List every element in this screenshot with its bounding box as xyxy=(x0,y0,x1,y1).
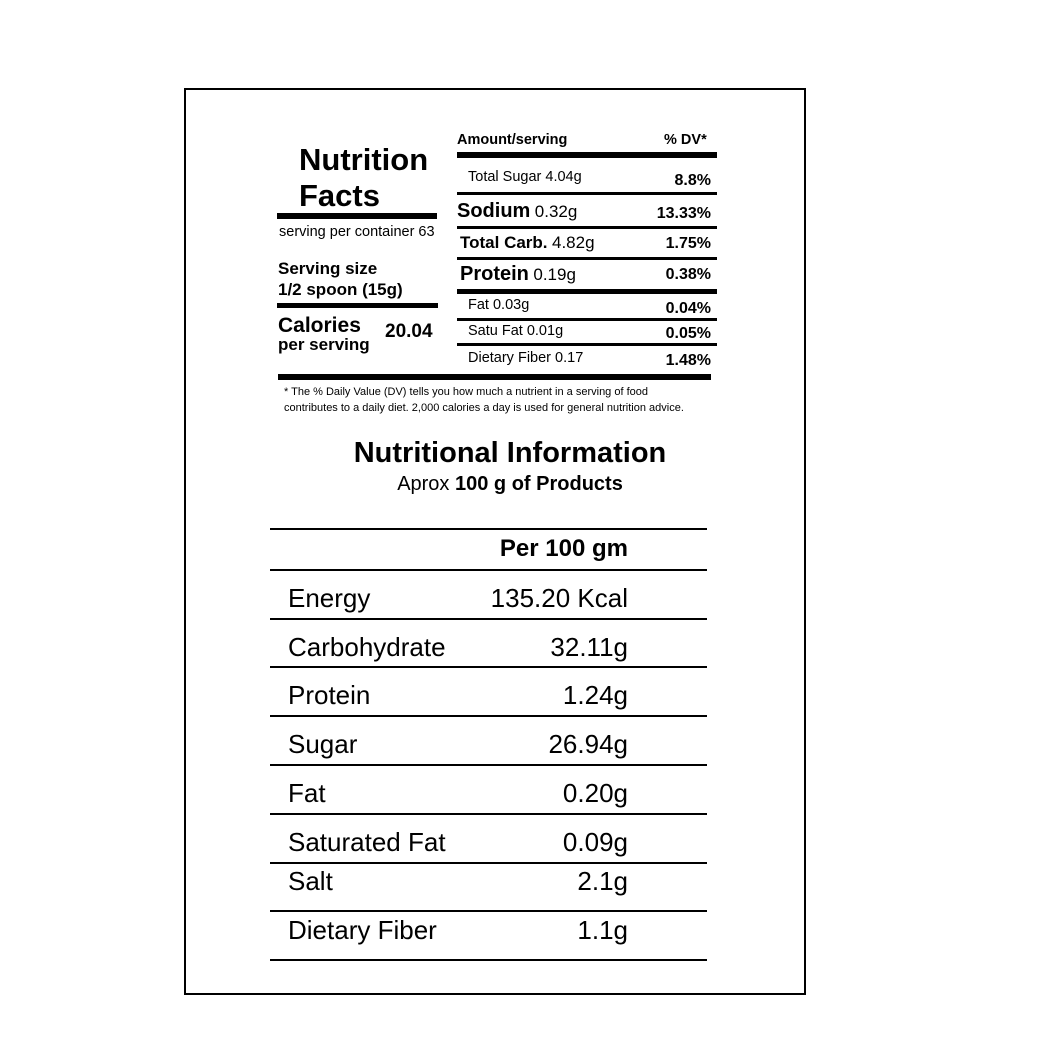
nf-row-name: Protein xyxy=(460,263,529,285)
nf-row-fat xyxy=(468,297,529,313)
nutrition-facts-title-line1: Nutrition xyxy=(299,142,429,177)
amount-per-serving-header: Amount/serving xyxy=(457,132,568,148)
serving-size-value: 1/2 spoon (15g) xyxy=(278,280,403,299)
nf-row-sodium xyxy=(457,200,577,223)
table-row-name: Energy xyxy=(288,583,371,613)
table-row-value: 2.1g xyxy=(577,866,628,896)
table-row-value: 135.20 Kcal xyxy=(490,583,628,613)
row-rule xyxy=(457,289,717,294)
nf-row-amount: 0.19g xyxy=(533,265,576,284)
nf-row-dv: 0.04% xyxy=(665,300,711,317)
table-row-name: Dietary Fiber xyxy=(288,915,437,945)
table-rule xyxy=(270,764,707,766)
row-rule xyxy=(457,257,717,260)
row-rule xyxy=(457,318,717,321)
table-rule xyxy=(270,910,707,912)
nf-row-name: Satu Fat xyxy=(468,323,523,339)
nf-row-dv: 13.33% xyxy=(656,205,711,222)
calories-value: 20.04 xyxy=(385,321,433,342)
daily-value-header: % DV* xyxy=(664,132,707,148)
table-rule xyxy=(270,618,707,620)
subtitle-prefix: Aprox xyxy=(397,473,450,495)
nf-row-name: Fat xyxy=(468,297,489,313)
nf-row-amount: 4.04g xyxy=(545,169,582,185)
nf-row-dv: 1.48% xyxy=(665,352,711,369)
table-rule xyxy=(270,862,707,864)
dv-footnote-line1: * The % Daily Value (DV) tells you how much a nutrient in a serving of food xyxy=(284,386,648,398)
row-rule xyxy=(457,226,717,229)
nf-row-dv: 0.38% xyxy=(665,266,711,283)
table-row-name: Fat xyxy=(288,778,326,808)
table-rule-top xyxy=(270,528,707,530)
table-row-value: 0.20g xyxy=(562,778,628,808)
nf-row-dv: 8.8% xyxy=(674,172,711,189)
subtitle-bold: 100 g of Products xyxy=(455,473,623,495)
nutritional-information-title: Nutritional Information xyxy=(353,437,667,469)
nf-row-dietary-fiber xyxy=(468,350,583,366)
table-row-name: Salt xyxy=(288,866,333,896)
calories-label: Calories xyxy=(278,314,361,337)
table-row-name: Sugar xyxy=(288,729,358,759)
table-rule-bottom xyxy=(270,959,707,961)
servings-per-container: serving per container 63 xyxy=(279,224,435,240)
serving-rule xyxy=(277,303,438,308)
serving-size-label: Serving size xyxy=(278,259,378,278)
nf-row-total-carb xyxy=(460,233,595,253)
nf-row-amount: 0.03g xyxy=(492,297,530,313)
row-rule xyxy=(457,192,717,195)
header-rule xyxy=(457,152,717,158)
table-row-value: 32.11g xyxy=(550,632,628,662)
nf-row-dv: 0.05% xyxy=(665,325,711,342)
nf-row-dv: 1.75% xyxy=(665,235,711,252)
bottom-rule xyxy=(278,374,711,380)
nf-row-name: Total Carb. xyxy=(460,233,548,252)
per-100gm-header: Per 100 gm xyxy=(499,535,628,562)
nf-row-total-sugar xyxy=(468,169,582,185)
table-row-value: 1.24g xyxy=(562,680,628,710)
nf-row-satu-fat xyxy=(468,323,563,339)
nf-row-amount: 0.01g xyxy=(526,323,564,339)
table-row-name: Protein xyxy=(288,680,371,710)
table-rule xyxy=(270,666,707,668)
nf-row-name: Sodium xyxy=(457,200,531,222)
nf-row-amount: 0.17 xyxy=(555,350,584,366)
table-row-name: Saturated Fat xyxy=(288,827,446,857)
table-row-value: 26.94g xyxy=(548,729,628,759)
nf-row-name: Total Sugar xyxy=(468,169,542,185)
title-rule xyxy=(277,213,437,219)
nutrition-facts-title-line2: Facts xyxy=(299,178,380,213)
nf-row-name: Dietary Fiber xyxy=(468,350,551,366)
dv-footnote-line2: contributes to a daily diet. 2,000 calories a day is used for general nutrition advice. xyxy=(284,402,684,414)
nutritional-information-subtitle xyxy=(250,473,770,496)
row-rule xyxy=(457,343,717,346)
table-row-value: 0.09g xyxy=(562,827,628,857)
table-rule xyxy=(270,569,707,571)
table-row-value: 1.1g xyxy=(577,915,628,945)
table-rule xyxy=(270,715,707,717)
nf-row-amount: 0.32g xyxy=(534,202,578,221)
calories-sub-label: per serving xyxy=(278,335,370,354)
nf-row-protein xyxy=(460,263,576,286)
table-row-name: Carbohydrate xyxy=(288,632,446,662)
nf-row-amount: 4.82g xyxy=(551,233,595,252)
table-rule xyxy=(270,813,707,815)
